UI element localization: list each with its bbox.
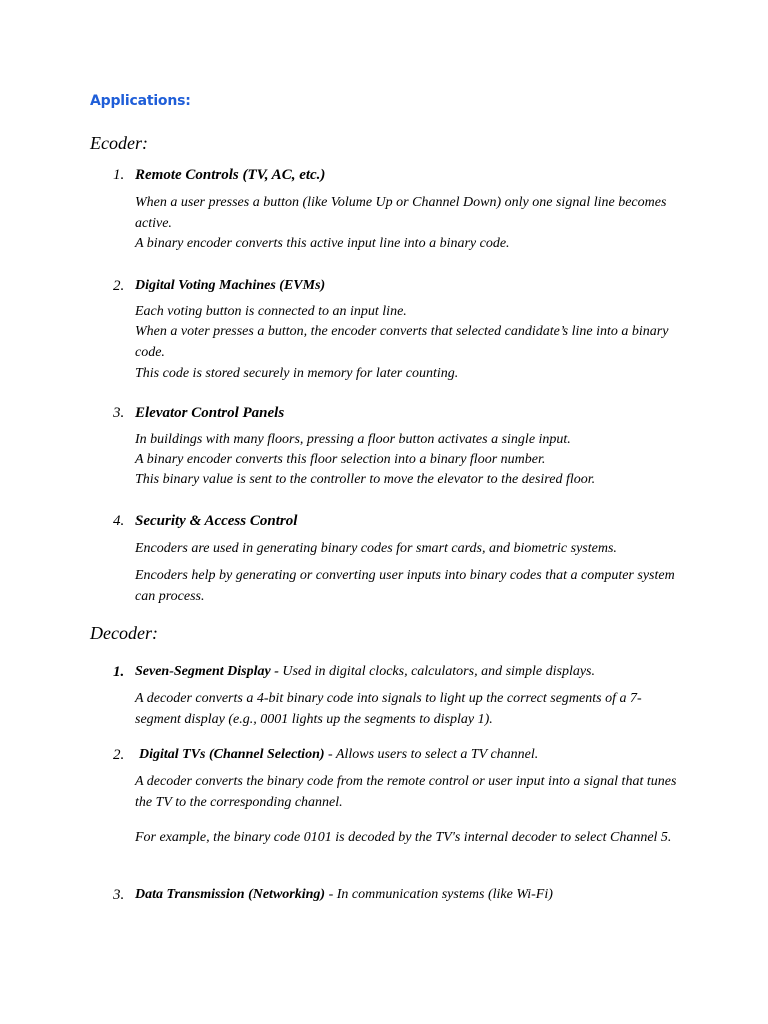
encoder-item-2-number: 2. <box>113 278 125 294</box>
decoder-item-2-para-1: A decoder converts the binary code from the remote control or user input into a signal that tunes the TV to the corresponding channel. <box>135 774 677 810</box>
encoder-item-4-para-1: Encoders are used in generating binary codes for smart cards, and biometric systems. <box>135 541 617 556</box>
encoder-item-3-number: 3. <box>113 405 125 421</box>
decoder-item-3-title <box>135 885 553 905</box>
encoder-item-2-para-2: When a voter presses a button, the encoder converts that selected candidate’s line into a binary code. <box>135 324 669 360</box>
encoder-item-4-title: Security & Access Control <box>135 513 298 529</box>
decoder-item-1-title <box>135 662 595 682</box>
encoder-item-1-para-1: When a user presses a button (like Volume Up or Channel Down) only one signal line becomes active. <box>135 195 667 231</box>
encoder-item-2-title: Digital Voting Machines (EVMs) <box>135 278 326 293</box>
encoder-item-4-number: 4. <box>113 513 125 529</box>
decoder-item-1-desc: Used in digital clocks, calculators, and simple displays. <box>282 664 596 679</box>
decoder-item-1-para-1: A decoder converts a 4-bit binary code into signals to light up the correct segments of a 7-segment display (e.g., 0001 lights up the segments to display 1). <box>135 691 642 727</box>
decoder-item-1-number: 1. <box>113 664 125 680</box>
decoder-item-1-title-text: Seven-Segment Display - <box>135 664 283 679</box>
applications-heading: Applications: <box>90 93 191 109</box>
decoder-item-2-para-2: For example, the binary code 0101 is decoded by the TV's internal decoder to select Channel 5. <box>135 830 672 845</box>
decoder-item-2-title-text: Digital TVs (Channel Selection) <box>139 747 325 762</box>
decoder-item-2-title <box>139 745 538 765</box>
encoder-item-3-title: Elevator Control Panels <box>135 405 285 421</box>
decoder-item-3-desc: - In communication systems (like Wi-Fi) <box>325 887 553 902</box>
encoder-item-1-para-2: A binary encoder converts this active input line into a binary code. <box>135 236 510 251</box>
decoder-item-3-title-text: Data Transmission (Networking) <box>135 887 326 902</box>
encoder-item-3-para-1: In buildings with many floors, pressing a floor button activates a single input. <box>135 432 571 447</box>
decoder-item-2-number: 2. <box>113 747 125 763</box>
encoder-item-3-para-2: A binary encoder converts this floor selection into a binary floor number. <box>135 452 546 467</box>
encoder-item-4-para-2: Encoders help by generating or converting user inputs into binary codes that a computer system can process. <box>135 568 675 604</box>
decoder-heading: Decoder: <box>90 623 158 643</box>
encoder-item-2-para-3: This code is stored securely in memory for later counting. <box>135 366 459 381</box>
encoder-item-2-para-1: Each voting button is connected to an input line. <box>135 304 407 319</box>
encoder-item-1-title: Remote Controls (TV, AC, etc.) <box>135 167 326 183</box>
encoder-heading: Ecoder: <box>90 133 148 153</box>
encoder-item-3-para-3: This binary value is sent to the controller to move the elevator to the desired floor. <box>135 472 596 487</box>
decoder-item-3-number: 3. <box>113 887 125 903</box>
encoder-item-1-number: 1. <box>113 167 125 183</box>
decoder-item-2-desc: - Allows users to select a TV channel. <box>324 747 539 762</box>
